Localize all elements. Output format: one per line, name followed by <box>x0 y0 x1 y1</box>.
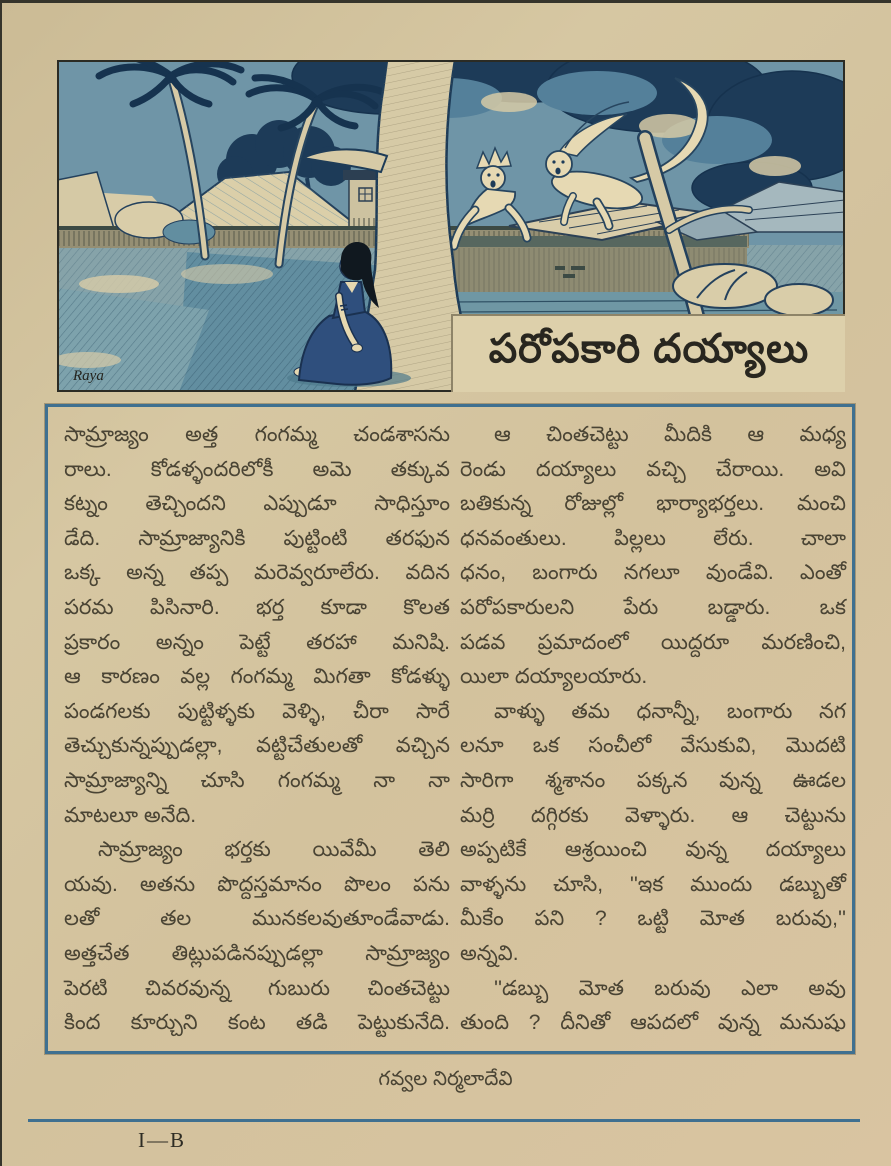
story-line: లనూ ఒక సంచీలో వేసుకువి, మొదటి <box>460 734 846 758</box>
story-line: తెచ్చుకున్నప్పుడల్లా, వట్టిచేతులతో వచ్చిన <box>64 734 450 758</box>
story-line: ధనవంతులు. పిల్లలు లేరు. చాలా <box>460 526 846 550</box>
story-line: మాటలూ అనేది. <box>64 803 197 827</box>
title-banner <box>451 314 845 392</box>
story-line: సారిగా శ్మశానం పక్కన వున్న ఊడల <box>460 768 846 792</box>
story-title: పరోపకారి దయ్యాలు <box>488 326 810 371</box>
story-line: పెరటి చివరవున్న గుబురు చింతచెట్టు <box>64 976 450 1000</box>
story-line: పరోపకారులని పేరు బడ్డారు. ఒక <box>460 595 846 619</box>
story-line: పరమ పిసినారి. భర్త కూడా కొలత <box>64 595 450 619</box>
story-line: ''డబ్బు మోత బరువు ఎలా అవు <box>494 976 846 1000</box>
story-line: లతో తల మునకలవుతూండేవాడు. <box>64 907 450 931</box>
story-line: తుంది ? దీనితో ఆపదలో వున్న మనుషు <box>460 1011 846 1035</box>
story-line: అన్నవి. <box>460 941 519 965</box>
story-line: సామ్రాజ్యం భర్తకు యివేమీ తెలి <box>98 838 450 862</box>
story-line: యవు. అతను పొద్దస్తమానం పొలం పను <box>64 872 450 896</box>
story-line: ఆ కారణం వల్ల గంగమ్మ మిగతా కోడళ్ళు <box>64 665 450 689</box>
story-line: అత్తచేత తిట్లుపడినప్పుడల్లా సామ్రాజ్యం <box>64 941 450 965</box>
story-line: మీకేం పని ? ఒట్టి మోత బరువు,'' <box>460 907 846 931</box>
story-line: పండగలకు పుట్టిళ్ళకు వెళ్ళి, చీరా సారే <box>64 699 450 723</box>
story-line: వాళ్ళు తమ ధనాన్నీ, బంగారు నగ <box>494 699 846 723</box>
author-credit: గవ్వల నిర్మలాదేవి <box>378 1068 513 1090</box>
left-column <box>64 418 450 1041</box>
story-line: డేది. సామ్రాజ్యానికి పుట్టింటి తరఫున <box>64 526 450 550</box>
story-line: సామ్రాజ్యం అత్త గంగమ్మ చండశాసను <box>64 423 450 446</box>
footer-rule <box>28 1119 860 1122</box>
story-line: సామ్రాజ్యాన్ని చూసి గంగమ్మ నా నా <box>64 768 450 792</box>
page-signature-mark: I—B <box>138 1128 186 1152</box>
story-line: ఆ చింతచెట్టు మీదికి ఆ మధ్య <box>494 423 846 446</box>
story-illustration <box>57 60 845 392</box>
story-line: యిలా దయ్యాలయారు. <box>460 665 648 689</box>
story-line: పడవ ప్రమాదంలో యిద్దరూ మరణించి, <box>460 630 846 654</box>
story-line: కట్నం తెచ్చిందని ఎప్పుడూ సాధిస్తూం <box>64 492 450 516</box>
story-line: కింద కూర్చుని కంట తడి పెట్టుకునేది. <box>64 1011 450 1035</box>
story-line: బతికున్న రోజుల్లో భార్యాభర్తలు. మంచి <box>460 492 846 516</box>
story-line: ధనం, బంగారు నగలూ వుండేవి. ఎంతో <box>460 561 846 585</box>
artist-signature: Raya <box>73 368 104 384</box>
story-line: వాళ్ళను చూసి, ''ఇక ముందు డబ్బుతో <box>460 872 846 896</box>
story-text-box <box>45 404 855 1054</box>
right-column <box>460 418 846 1041</box>
story-line: ఒక్క అన్న తప్ప మరెవ్వరూలేరు. వదిన <box>64 561 450 585</box>
story-line: ప్రకారం అన్నం పెట్టే తరహా మనిషి. <box>64 630 450 654</box>
story-line: రెండు దయ్యాలు వచ్చి చేరాయి. అవి <box>460 457 846 481</box>
story-line: రాలు. కోడళ్ళందరిలోకీ అమె తక్కువ <box>64 457 450 481</box>
story-line: మర్రి దగ్గిరకు వెళ్ళారు. ఆ చెట్టును <box>460 803 846 827</box>
story-line: అప్పటికే ఆశ్రయించి వున్న దయ్యాలు <box>460 838 846 862</box>
